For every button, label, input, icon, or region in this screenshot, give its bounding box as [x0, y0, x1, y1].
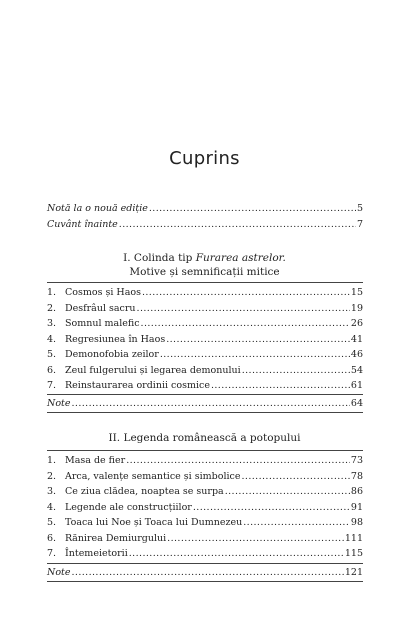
section-2-notes-rule	[47, 563, 363, 564]
toc-entry-title: Cosmos și Haos	[65, 287, 141, 298]
toc-entry-cuvant[interactable]	[47, 217, 363, 233]
dot-leader	[167, 531, 344, 547]
toc-entry-notes[interactable]	[47, 565, 363, 581]
front-matter-list	[47, 201, 363, 232]
toc-entry[interactable]	[47, 363, 363, 379]
toc-entry-title: Toaca lui Noe și Toaca lui Dumnezeu	[65, 517, 243, 528]
toc-entry-number: 7.	[47, 380, 57, 391]
dot-leader	[242, 363, 350, 379]
toc-entry-title: Masa de fier	[65, 455, 126, 466]
section-1-notes-rule	[47, 394, 363, 395]
toc-entry-number: 1.	[47, 455, 57, 466]
toc-entry-title: Note	[47, 398, 71, 409]
toc-entry-number: 6.	[47, 364, 57, 376]
toc-entry-number: 5.	[47, 349, 57, 360]
toc-entry-number: 1.	[47, 287, 57, 298]
toc-entry-title: Somnul malefic	[65, 318, 140, 329]
toc-entry-page: 78	[350, 470, 363, 482]
toc-entry[interactable]	[47, 546, 363, 562]
toc-entry-page: 54	[350, 364, 363, 376]
toc-entry-notes[interactable]	[47, 396, 363, 412]
toc-entry-title: Zeul fulgerului și legarea demonului	[65, 364, 241, 376]
toc-entry-page: 86	[350, 486, 363, 497]
toc-entry[interactable]	[47, 332, 363, 348]
toc-entry-title: Note	[47, 567, 71, 578]
section-2-list	[47, 453, 363, 562]
toc-entry-title: Regresiunea în Haos	[65, 333, 166, 345]
dot-leader	[225, 484, 350, 500]
toc-entry-title: Reinstaurarea ordinii cosmice	[65, 380, 210, 391]
toc-entry[interactable]	[47, 378, 363, 394]
section-2-end-rule	[47, 581, 363, 582]
section-1-heading-italic: Furarea astrelor.	[195, 252, 286, 264]
toc-entry-page: 26	[350, 318, 363, 329]
toc-entry-page: 15	[350, 287, 363, 298]
toc-entry-title: Desfrâul sacru	[65, 302, 136, 314]
section-1-end-rule	[47, 412, 363, 413]
section-2-heading: II. Legenda românească a potopului	[108, 432, 301, 444]
toc-entry-number: 4.	[47, 501, 57, 513]
toc-entry[interactable]	[47, 316, 363, 332]
section-1-rule	[47, 282, 363, 283]
toc-entry-page: 111	[344, 532, 363, 544]
toc-entry-title: Legende ale construcțiilor	[65, 501, 192, 513]
toc-entry[interactable]	[47, 515, 363, 531]
toc-entry-title: Demonofobia zeilor	[65, 349, 159, 360]
dot-leader	[142, 285, 350, 301]
toc-entry-page: 41	[350, 333, 363, 345]
toc-entry[interactable]	[47, 500, 363, 516]
toc-entry-page: 115	[344, 548, 363, 559]
section-1-heading	[0, 251, 409, 279]
dot-leader	[166, 332, 350, 348]
dot-leader	[141, 316, 350, 332]
toc-entry-title: Rănirea Demiurgului	[65, 532, 167, 544]
toc-entry-title: Întemeietorii	[65, 548, 128, 559]
dot-leader	[211, 378, 350, 394]
toc-entry-number: 3.	[47, 318, 57, 329]
toc-entry-title: Notă la o nouă ediție	[47, 203, 148, 214]
section-1-heading-line1	[0, 251, 409, 265]
dot-leader	[119, 217, 356, 233]
section-2-notes	[47, 565, 363, 581]
dot-leader	[129, 546, 344, 562]
dot-leader	[243, 515, 350, 531]
toc-entry[interactable]	[47, 301, 363, 317]
toc-entry[interactable]	[47, 531, 363, 547]
toc-entry[interactable]	[47, 453, 363, 469]
section-1-heading-line2: Motive și semnificații mitice	[129, 266, 280, 278]
toc-entry-page: 98	[350, 517, 363, 528]
section-1-heading-prefix: I. Colinda tip	[123, 252, 196, 264]
toc-entry-page: 19	[350, 302, 363, 314]
dot-leader	[160, 347, 350, 363]
toc-entry-page: 64	[350, 398, 363, 409]
toc-entry-page: 5	[356, 203, 363, 214]
toc-entry-title: Arca, valențe semantice și simbolice	[65, 470, 241, 482]
toc-entry-number: 2.	[47, 302, 57, 314]
section-1-list	[47, 285, 363, 394]
toc-entry-page: 121	[344, 567, 363, 578]
toc-entry-number: 7.	[47, 548, 57, 559]
dot-leader	[149, 201, 356, 217]
dot-leader	[126, 453, 350, 469]
dot-leader	[137, 301, 350, 317]
dot-leader	[193, 500, 350, 516]
toc-entry-page: 91	[350, 501, 363, 513]
section-1-notes	[47, 396, 363, 412]
toc-entry-number: 2.	[47, 470, 57, 482]
toc-entry-title: Ce ziua clădea, noaptea se surpa	[65, 486, 224, 497]
toc-entry-number: 6.	[47, 532, 57, 544]
toc-entry-page: 61	[350, 380, 363, 391]
page-title: Cuprins	[169, 148, 240, 169]
dot-leader	[71, 565, 343, 581]
toc-entry-number: 3.	[47, 486, 57, 497]
toc-entry[interactable]	[47, 469, 363, 485]
dot-leader	[241, 469, 349, 485]
section-2-rule	[47, 450, 363, 451]
toc-entry-number: 5.	[47, 517, 57, 528]
toc-entry-page: 46	[350, 349, 363, 360]
toc-entry[interactable]	[47, 285, 363, 301]
toc-entry-page: 73	[350, 455, 363, 466]
toc-entry-number: 4.	[47, 333, 57, 345]
toc-entry-nota[interactable]	[47, 201, 363, 217]
toc-entry[interactable]	[47, 484, 363, 500]
toc-entry-title: Cuvânt înainte	[47, 218, 118, 230]
toc-entry[interactable]	[47, 347, 363, 363]
dot-leader	[71, 396, 349, 412]
toc-entry-page: 7	[356, 218, 363, 230]
